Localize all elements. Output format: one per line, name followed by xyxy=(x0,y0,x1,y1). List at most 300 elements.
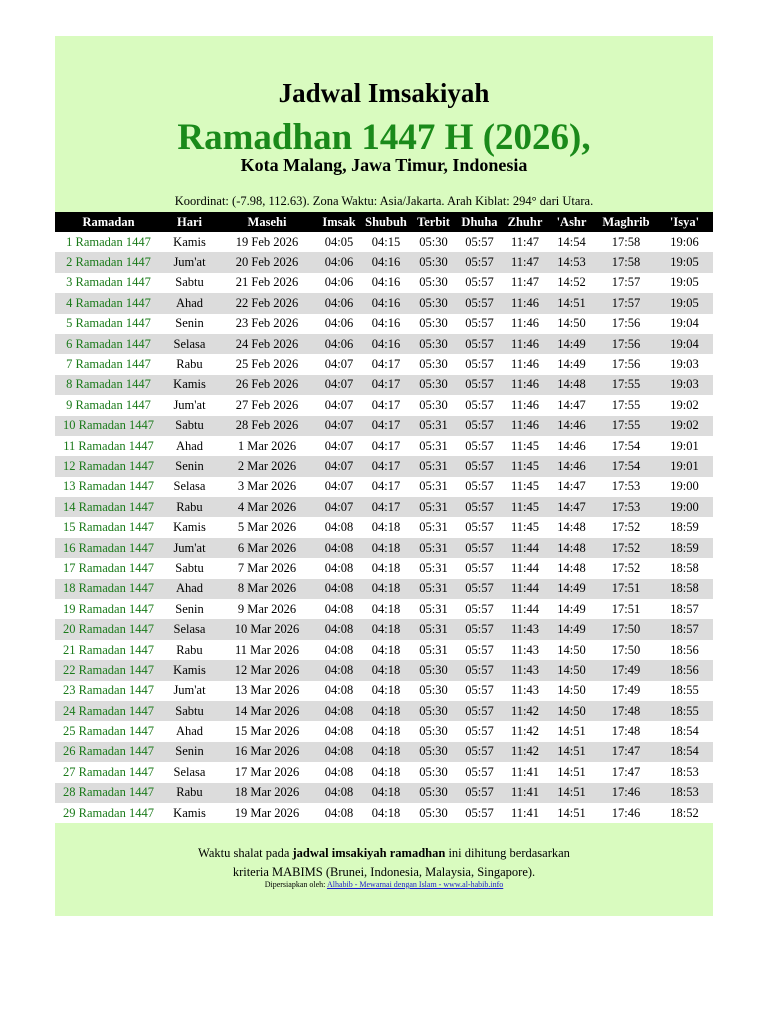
table-row xyxy=(55,701,713,721)
table-cell: 17:56 xyxy=(596,354,656,374)
table-cell: 04:18 xyxy=(361,558,411,578)
table-cell: 04:18 xyxy=(361,579,411,599)
table-cell: 18:53 xyxy=(656,783,713,803)
column-header: Ramadan xyxy=(55,212,162,232)
table-cell: 04:07 xyxy=(317,395,361,415)
table-cell: 04:07 xyxy=(317,436,361,456)
table-cell: 21 Feb 2026 xyxy=(217,273,317,293)
column-header: Hari xyxy=(162,212,217,232)
table-cell: 2 Mar 2026 xyxy=(217,456,317,476)
table-cell: 11:46 xyxy=(503,293,547,313)
table-cell: 04:07 xyxy=(317,416,361,436)
table-row xyxy=(55,477,713,497)
table-cell: 05:57 xyxy=(456,456,503,476)
table-cell: 17:53 xyxy=(596,497,656,517)
table-cell: 05:57 xyxy=(456,681,503,701)
table-cell: 19:00 xyxy=(656,477,713,497)
table-cell: 11:46 xyxy=(503,395,547,415)
table-cell: Jum'at xyxy=(162,681,217,701)
table-cell: 05:31 xyxy=(411,538,456,558)
table-cell: 17:58 xyxy=(596,252,656,272)
column-header: Masehi xyxy=(217,212,317,232)
table-cell: 04:18 xyxy=(361,640,411,660)
table-cell: 04:08 xyxy=(317,803,361,823)
table-cell: 14:46 xyxy=(547,416,596,436)
table-cell: 17:47 xyxy=(596,742,656,762)
table-cell: 05:57 xyxy=(456,660,503,680)
table-cell: 04:18 xyxy=(361,538,411,558)
table-cell: 05:57 xyxy=(456,742,503,762)
table-cell: 05:57 xyxy=(456,477,503,497)
table-cell: 14:51 xyxy=(547,783,596,803)
table-cell: Selasa xyxy=(162,619,217,639)
table-row xyxy=(55,619,713,639)
table-cell: Sabtu xyxy=(162,416,217,436)
table-row xyxy=(55,232,713,252)
table-cell: 04:15 xyxy=(361,232,411,252)
table-cell: 04:08 xyxy=(317,783,361,803)
table-cell: 05:31 xyxy=(411,640,456,660)
table-cell: 05:57 xyxy=(456,252,503,272)
table-cell: 27 Feb 2026 xyxy=(217,395,317,415)
table-cell: 05:30 xyxy=(411,803,456,823)
table-cell: 04:17 xyxy=(361,436,411,456)
table-cell: 04:17 xyxy=(361,477,411,497)
table-cell: 04:18 xyxy=(361,599,411,619)
table-cell: 17:47 xyxy=(596,762,656,782)
table-cell: 11:43 xyxy=(503,681,547,701)
table-cell: 11:42 xyxy=(503,742,547,762)
schedule-panel xyxy=(55,36,713,916)
table-cell: 11:44 xyxy=(503,599,547,619)
table-cell: 19:03 xyxy=(656,354,713,374)
table-cell: 5 Ramadan 1447 xyxy=(55,314,162,334)
table-row xyxy=(55,375,713,395)
table-cell: 05:31 xyxy=(411,497,456,517)
table-cell: 8 Ramadan 1447 xyxy=(55,375,162,395)
table-cell: 05:57 xyxy=(456,497,503,517)
table-cell: Kamis xyxy=(162,803,217,823)
table-row xyxy=(55,517,713,537)
table-cell: 05:31 xyxy=(411,579,456,599)
table-cell: 11:41 xyxy=(503,803,547,823)
table-cell: 11:47 xyxy=(503,232,547,252)
table-cell: 14:49 xyxy=(547,599,596,619)
table-cell: 04:07 xyxy=(317,354,361,374)
table-cell: 05:30 xyxy=(411,660,456,680)
table-cell: 11:45 xyxy=(503,497,547,517)
table-cell: Ahad xyxy=(162,579,217,599)
table-cell: 17:52 xyxy=(596,538,656,558)
table-cell: 19:04 xyxy=(656,334,713,354)
table-cell: 04:08 xyxy=(317,742,361,762)
table-cell: 11:43 xyxy=(503,660,547,680)
table-cell: Sabtu xyxy=(162,701,217,721)
table-cell: 05:30 xyxy=(411,681,456,701)
table-cell: 14:47 xyxy=(547,497,596,517)
table-cell: 14 Mar 2026 xyxy=(217,701,317,721)
table-cell: 11:44 xyxy=(503,538,547,558)
table-cell: 14:49 xyxy=(547,579,596,599)
table-cell: 11:47 xyxy=(503,273,547,293)
table-cell: 04:08 xyxy=(317,660,361,680)
table-cell: 17:54 xyxy=(596,436,656,456)
table-cell: 19:04 xyxy=(656,314,713,334)
table-cell: 11 Mar 2026 xyxy=(217,640,317,660)
table-cell: Kamis xyxy=(162,375,217,395)
table-cell: 8 Mar 2026 xyxy=(217,579,317,599)
table-row xyxy=(55,558,713,578)
table-cell: 04:08 xyxy=(317,558,361,578)
table-cell: 05:57 xyxy=(456,701,503,721)
table-cell: 04:08 xyxy=(317,721,361,741)
table-cell: 19:03 xyxy=(656,375,713,395)
table-cell: 7 Mar 2026 xyxy=(217,558,317,578)
table-cell: 11:46 xyxy=(503,375,547,395)
table-cell: 17:58 xyxy=(596,232,656,252)
column-header: Maghrib xyxy=(596,212,656,232)
table-cell: 04:16 xyxy=(361,314,411,334)
table-cell: 17:52 xyxy=(596,558,656,578)
table-cell: 05:57 xyxy=(456,293,503,313)
table-cell: 3 Ramadan 1447 xyxy=(55,273,162,293)
table-cell: 14:49 xyxy=(547,619,596,639)
table-cell: 05:57 xyxy=(456,762,503,782)
table-cell: 11 Ramadan 1447 xyxy=(55,436,162,456)
table-cell: 05:30 xyxy=(411,273,456,293)
table-cell: 05:30 xyxy=(411,395,456,415)
table-cell: 15 Mar 2026 xyxy=(217,721,317,741)
table-cell: 19:05 xyxy=(656,273,713,293)
table-cell: 17:49 xyxy=(596,681,656,701)
table-row xyxy=(55,721,713,741)
table-cell: 16 Mar 2026 xyxy=(217,742,317,762)
table-cell: 04:06 xyxy=(317,293,361,313)
table-row xyxy=(55,660,713,680)
table-cell: Sabtu xyxy=(162,273,217,293)
footer-line-2: kriteria MABIMS (Brunei, Indonesia, Malaysia, Singapore). xyxy=(232,865,536,879)
table-body xyxy=(55,232,713,823)
table-cell: 05:31 xyxy=(411,416,456,436)
table-cell: 04:18 xyxy=(361,701,411,721)
table-cell: Jum'at xyxy=(162,538,217,558)
table-cell: 17:55 xyxy=(596,395,656,415)
table-cell: 05:57 xyxy=(456,334,503,354)
table-cell: 10 Mar 2026 xyxy=(217,619,317,639)
table-cell: 17:54 xyxy=(596,456,656,476)
table-cell: 05:31 xyxy=(411,456,456,476)
column-header: Imsak xyxy=(317,212,361,232)
table-cell: 11:41 xyxy=(503,762,547,782)
table-cell: 16 Ramadan 1447 xyxy=(55,538,162,558)
table-cell: 18:59 xyxy=(656,538,713,558)
table-cell: 14:54 xyxy=(547,232,596,252)
table-cell: 18:54 xyxy=(656,742,713,762)
table-cell: Rabu xyxy=(162,640,217,660)
table-cell: 11:45 xyxy=(503,456,547,476)
table-cell: 11:44 xyxy=(503,579,547,599)
table-cell: 22 Feb 2026 xyxy=(217,293,317,313)
table-cell: 05:57 xyxy=(456,375,503,395)
table-cell: 3 Mar 2026 xyxy=(217,477,317,497)
table-cell: 05:30 xyxy=(411,232,456,252)
table-cell: 9 Ramadan 1447 xyxy=(55,395,162,415)
coordinates-info: Koordinat: (-7.98, 112.63). Zona Waktu: Asia/Jakarta. Arah Kiblat: 294° dari Utara. xyxy=(174,194,594,208)
table-cell: 04:17 xyxy=(361,395,411,415)
table-cell: 05:30 xyxy=(411,314,456,334)
table-cell: 25 Ramadan 1447 xyxy=(55,721,162,741)
table-cell: Ahad xyxy=(162,293,217,313)
table-cell: 14:47 xyxy=(547,395,596,415)
table-cell: 04:16 xyxy=(361,252,411,272)
table-cell: 05:30 xyxy=(411,701,456,721)
table-cell: 04:18 xyxy=(361,619,411,639)
table-cell: 17:56 xyxy=(596,334,656,354)
table-cell: 14:50 xyxy=(547,660,596,680)
location-title: Kota Malang, Jawa Timur, Indonesia xyxy=(240,155,528,175)
table-cell: 19:01 xyxy=(656,436,713,456)
table-cell: 05:30 xyxy=(411,742,456,762)
table-cell: 17:55 xyxy=(596,416,656,436)
column-header: 'Isya' xyxy=(656,212,713,232)
table-row xyxy=(55,334,713,354)
table-cell: 17:57 xyxy=(596,273,656,293)
table-cell: 12 Ramadan 1447 xyxy=(55,456,162,476)
table-row xyxy=(55,436,713,456)
footer-line-1: Waktu shalat pada jadwal imsakiyah ramadhan ini dihitung berdasarkan xyxy=(198,846,570,860)
table-cell: 14:52 xyxy=(547,273,596,293)
table-cell: 04:06 xyxy=(317,314,361,334)
table-cell: Selasa xyxy=(162,477,217,497)
table-cell: 05:57 xyxy=(456,436,503,456)
table-cell: 17:48 xyxy=(596,721,656,741)
table-cell: 14:46 xyxy=(547,436,596,456)
table-row xyxy=(55,456,713,476)
table-cell: 12 Mar 2026 xyxy=(217,660,317,680)
table-cell: 11:42 xyxy=(503,701,547,721)
column-header: Dhuha xyxy=(456,212,503,232)
table-cell: 04:16 xyxy=(361,334,411,354)
table-cell: 17:52 xyxy=(596,517,656,537)
table-cell: 04:18 xyxy=(361,517,411,537)
table-cell: 14:48 xyxy=(547,375,596,395)
table-cell: 11:45 xyxy=(503,436,547,456)
table-cell: 05:57 xyxy=(456,395,503,415)
table-cell: Senin xyxy=(162,314,217,334)
table-cell: 04:18 xyxy=(361,783,411,803)
table-cell: 13 Mar 2026 xyxy=(217,681,317,701)
table-cell: 6 Mar 2026 xyxy=(217,538,317,558)
table-cell: 17:50 xyxy=(596,619,656,639)
table-cell: 19 Mar 2026 xyxy=(217,803,317,823)
table-cell: 17:57 xyxy=(596,293,656,313)
table-cell: 18:58 xyxy=(656,558,713,578)
table-cell: Sabtu xyxy=(162,558,217,578)
table-cell: Kamis xyxy=(162,517,217,537)
table-cell: 21 Ramadan 1447 xyxy=(55,640,162,660)
table-cell: Senin xyxy=(162,742,217,762)
table-cell: 04:18 xyxy=(361,721,411,741)
table-row xyxy=(55,538,713,558)
table-cell: 04:08 xyxy=(317,701,361,721)
table-cell: Rabu xyxy=(162,783,217,803)
table-cell: 17:46 xyxy=(596,783,656,803)
table-cell: 11:46 xyxy=(503,416,547,436)
table-row xyxy=(55,416,713,436)
table-row xyxy=(55,783,713,803)
column-header: Zhuhr xyxy=(503,212,547,232)
table-cell: 04:06 xyxy=(317,273,361,293)
table-cell: 28 Ramadan 1447 xyxy=(55,783,162,803)
table-cell: 14:47 xyxy=(547,477,596,497)
table-cell: 04:08 xyxy=(317,517,361,537)
table-cell: 11:46 xyxy=(503,334,547,354)
table-cell: 05:57 xyxy=(456,517,503,537)
table-cell: 19:01 xyxy=(656,456,713,476)
footer-bold-text: jadwal imsakiyah ramadhan xyxy=(292,846,446,860)
table-row xyxy=(55,497,713,517)
table-cell: 05:57 xyxy=(456,640,503,660)
table-cell: 11:41 xyxy=(503,783,547,803)
table-cell: 05:57 xyxy=(456,558,503,578)
schedule-table xyxy=(55,212,713,823)
table-cell: 04:18 xyxy=(361,681,411,701)
table-cell: 17:51 xyxy=(596,579,656,599)
table-cell: 14:50 xyxy=(547,681,596,701)
table-cell: 14:46 xyxy=(547,456,596,476)
table-cell: 18:58 xyxy=(656,579,713,599)
table-cell: 5 Mar 2026 xyxy=(217,517,317,537)
table-cell: 05:57 xyxy=(456,599,503,619)
table-cell: 05:30 xyxy=(411,354,456,374)
table-cell: 05:57 xyxy=(456,273,503,293)
table-cell: 04:06 xyxy=(317,334,361,354)
table-cell: 14:51 xyxy=(547,762,596,782)
table-cell: 04:08 xyxy=(317,681,361,701)
table-cell: 17:56 xyxy=(596,314,656,334)
table-cell: 11:44 xyxy=(503,558,547,578)
column-header: Terbit xyxy=(411,212,456,232)
table-cell: 17:53 xyxy=(596,477,656,497)
table-cell: 27 Ramadan 1447 xyxy=(55,762,162,782)
table-cell: 19 Ramadan 1447 xyxy=(55,599,162,619)
table-cell: 22 Ramadan 1447 xyxy=(55,660,162,680)
table-cell: 6 Ramadan 1447 xyxy=(55,334,162,354)
table-row xyxy=(55,314,713,334)
table-cell: 15 Ramadan 1447 xyxy=(55,517,162,537)
table-cell: 2 Ramadan 1447 xyxy=(55,252,162,272)
table-cell: 18:56 xyxy=(656,660,713,680)
table-cell: 05:57 xyxy=(456,232,503,252)
table-cell: 17:50 xyxy=(596,640,656,660)
table-cell: 05:30 xyxy=(411,375,456,395)
table-cell: 04:18 xyxy=(361,762,411,782)
table-cell: 05:31 xyxy=(411,599,456,619)
table-cell: 14:50 xyxy=(547,314,596,334)
table-cell: 04:17 xyxy=(361,416,411,436)
table-cell: 19:02 xyxy=(656,395,713,415)
table-cell: 18:57 xyxy=(656,599,713,619)
table-cell: 04:17 xyxy=(361,456,411,476)
table-cell: 4 Mar 2026 xyxy=(217,497,317,517)
table-cell: 04:18 xyxy=(361,803,411,823)
table-cell: 14:50 xyxy=(547,640,596,660)
table-row xyxy=(55,293,713,313)
credit-link[interactable]: Alhabib - Mewarnai dengan Islam - www.al-habib.info xyxy=(326,880,504,889)
table-cell: 04:18 xyxy=(361,742,411,762)
table-cell: 26 Feb 2026 xyxy=(217,375,317,395)
table-cell: 11:45 xyxy=(503,477,547,497)
table-cell: 14:49 xyxy=(547,334,596,354)
table-row xyxy=(55,681,713,701)
table-cell: 14:48 xyxy=(547,538,596,558)
table-cell: 17:51 xyxy=(596,599,656,619)
table-cell: 19 Feb 2026 xyxy=(217,232,317,252)
table-cell: 14:48 xyxy=(547,517,596,537)
table-cell: 11:43 xyxy=(503,640,547,660)
table-cell: Kamis xyxy=(162,660,217,680)
table-cell: 05:57 xyxy=(456,314,503,334)
table-cell: 19:02 xyxy=(656,416,713,436)
table-cell: 04:16 xyxy=(361,273,411,293)
table-cell: 05:57 xyxy=(456,416,503,436)
table-cell: 14 Ramadan 1447 xyxy=(55,497,162,517)
table-cell: 04:07 xyxy=(317,477,361,497)
table-cell: 04:07 xyxy=(317,456,361,476)
table-cell: 05:30 xyxy=(411,252,456,272)
table-cell: 05:30 xyxy=(411,783,456,803)
table-header-row xyxy=(55,212,713,232)
table-cell: 04:07 xyxy=(317,497,361,517)
table-cell: 04:18 xyxy=(361,660,411,680)
table-cell: 05:31 xyxy=(411,558,456,578)
table-cell: 17:46 xyxy=(596,803,656,823)
table-cell: 19:06 xyxy=(656,232,713,252)
table-cell: 04:08 xyxy=(317,538,361,558)
table-row xyxy=(55,579,713,599)
table-cell: 17 Mar 2026 xyxy=(217,762,317,782)
table-row xyxy=(55,395,713,415)
table-cell: 7 Ramadan 1447 xyxy=(55,354,162,374)
table-cell: 18 Mar 2026 xyxy=(217,783,317,803)
table-cell: 05:57 xyxy=(456,538,503,558)
table-cell: 14:51 xyxy=(547,721,596,741)
table-row xyxy=(55,273,713,293)
table-cell: 04:17 xyxy=(361,354,411,374)
table-row xyxy=(55,762,713,782)
table-cell: 05:31 xyxy=(411,619,456,639)
credit-line: Dipersiapkan oleh: Alhabib - Mewarnai dengan Islam - www.al-habib.info xyxy=(264,880,504,889)
table-cell: Selasa xyxy=(162,334,217,354)
table-cell: 05:57 xyxy=(456,354,503,374)
table-cell: 17 Ramadan 1447 xyxy=(55,558,162,578)
table-cell: 04:05 xyxy=(317,232,361,252)
table-cell: Ahad xyxy=(162,436,217,456)
table-cell: Jum'at xyxy=(162,252,217,272)
table-cell: 18:53 xyxy=(656,762,713,782)
table-cell: 25 Feb 2026 xyxy=(217,354,317,374)
table-cell: 20 Feb 2026 xyxy=(217,252,317,272)
table-cell: 14:48 xyxy=(547,558,596,578)
table-cell: 05:30 xyxy=(411,334,456,354)
table-cell: 18:55 xyxy=(656,681,713,701)
table-cell: 05:30 xyxy=(411,762,456,782)
table-cell: 04:08 xyxy=(317,619,361,639)
table-cell: 04:17 xyxy=(361,375,411,395)
table-cell: 13 Ramadan 1447 xyxy=(55,477,162,497)
table-cell: Kamis xyxy=(162,232,217,252)
table-cell: 18:56 xyxy=(656,640,713,660)
